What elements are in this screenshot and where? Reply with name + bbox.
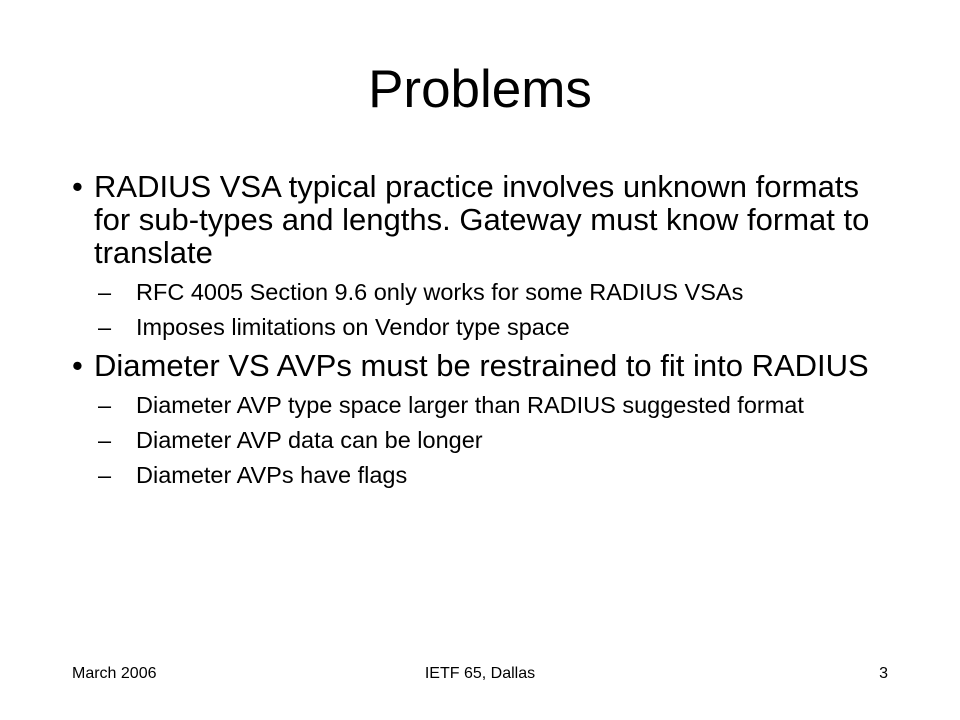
sub-bullet-marker: –	[98, 427, 112, 453]
sub-bullet-text: Diameter AVP data can be longer	[136, 427, 483, 453]
bullet-marker: •	[72, 348, 83, 383]
sub-bullet-marker: –	[98, 462, 112, 488]
sub-bullet-item	[98, 314, 892, 340]
sub-bullet-marker: –	[98, 279, 112, 305]
footer-date: March 2006	[72, 665, 157, 682]
bullet-item	[72, 170, 892, 269]
footer-event: IETF 65, Dallas	[424, 665, 536, 682]
bullet-marker: •	[72, 169, 83, 204]
bullet-text: RADIUS VSA typical practice involves unknown formats for sub-types and lengths. Gateway must know format to translate	[94, 169, 870, 270]
bullet-group-1	[72, 170, 892, 340]
sub-bullet-marker: –	[98, 392, 112, 418]
sub-bullet-item	[98, 279, 892, 305]
sub-bullet-item	[98, 462, 892, 488]
bullet-text: Diameter VS AVPs must be restrained to fit into RADIUS	[94, 348, 869, 383]
sub-bullet-item	[98, 427, 892, 453]
sub-bullet-text: Diameter AVPs have flags	[136, 462, 408, 488]
slide-title: Problems	[368, 60, 592, 119]
sub-bullet-text: Imposes limitations on Vendor type space	[136, 314, 570, 340]
bullet-item	[72, 349, 892, 382]
sub-bullet-marker: –	[98, 314, 112, 340]
slide-content	[72, 170, 892, 497]
sub-bullet-text: RFC 4005 Section 9.6 only works for some RADIUS VSAs	[136, 279, 744, 305]
sub-bullet-text: Diameter AVP type space larger than RADIUS suggested format	[136, 392, 804, 418]
bullet-group-2	[72, 349, 892, 488]
footer-page-number: 3	[879, 665, 888, 682]
sub-bullet-item	[98, 392, 892, 418]
